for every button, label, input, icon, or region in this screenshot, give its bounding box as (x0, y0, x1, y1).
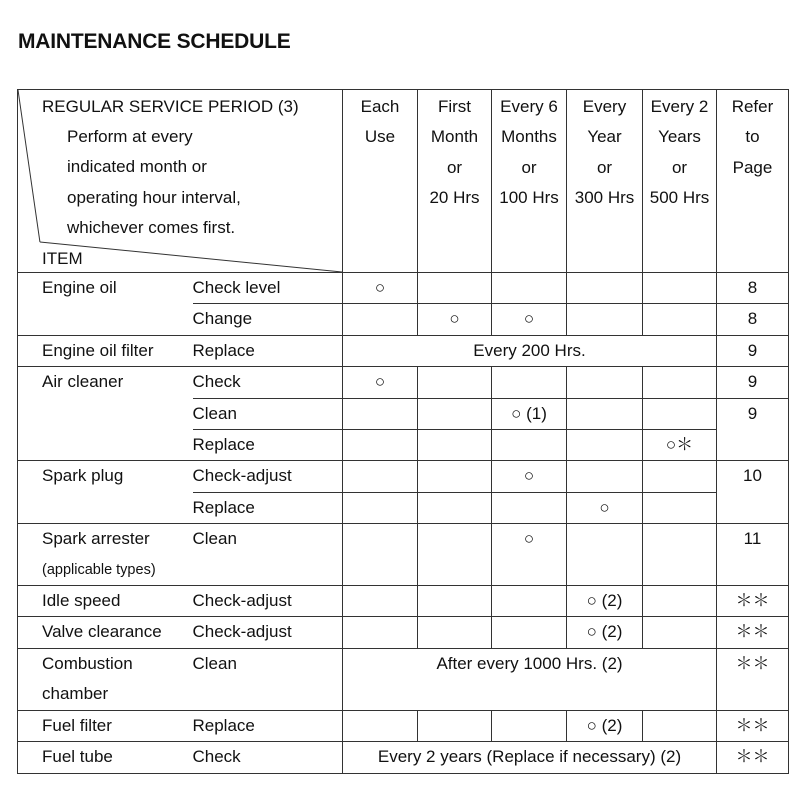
table-row (18, 586, 789, 617)
page-cell: 8 (717, 304, 789, 335)
col-every-year: Every Year or 300 Hrs (567, 90, 643, 273)
action-cell: Replace (193, 430, 343, 461)
col-each-use: Each Use (343, 90, 418, 273)
action-cell: Check level (193, 273, 343, 304)
item-label: ITEM (42, 249, 83, 268)
mark-cell: ○ (492, 461, 567, 492)
period-line-4: operating hour interval, (67, 188, 241, 207)
table-row (18, 461, 789, 492)
table-row (18, 335, 789, 366)
col-refer-page: Refer to Page (717, 90, 789, 273)
table-row (18, 648, 789, 710)
item-fuel-filter: Fuel filter (18, 710, 193, 741)
table-row (18, 273, 789, 304)
action-cell: Clean (193, 524, 343, 586)
action-cell: Clean (193, 648, 343, 710)
mark-cell: ○ (343, 367, 418, 398)
action-cell: Replace (193, 492, 343, 523)
action-cell: Check-adjust (193, 586, 343, 617)
item-spark-plug: Spark plug (18, 461, 193, 524)
period-line-1: REGULAR SERVICE PERIOD (3) (42, 97, 299, 116)
action-cell: Check-adjust (193, 617, 343, 648)
mark-cell: ○＊ (643, 430, 717, 461)
mark-cell: ○ (492, 524, 567, 586)
item-air-cleaner: Air cleaner (18, 367, 193, 461)
item-idle-speed: Idle speed (18, 586, 193, 617)
page-cell: ＊＊ (717, 710, 789, 741)
page-cell: ＊＊ (717, 742, 789, 773)
col-every-2-years: Every 2 Years or 500 Hrs (643, 90, 717, 273)
page-cell: 11 (717, 524, 789, 586)
span-note: After every 1000 Hrs. (2) (343, 648, 717, 710)
mark-cell: ○ (2) (567, 586, 643, 617)
maintenance-table (17, 89, 789, 774)
page-cell: ＊＊ (717, 617, 789, 648)
item-combustion-chamber: Combustion chamber (18, 648, 193, 710)
action-cell: Check (193, 367, 343, 398)
item-fuel-tube: Fuel tube (18, 742, 193, 773)
page-cell: 9 (717, 398, 789, 429)
table-row (18, 710, 789, 741)
table-row (18, 617, 789, 648)
col-every-6-months: Every 6 Months or 100 Hrs (492, 90, 567, 273)
page-cell: 9 (717, 335, 789, 366)
mark-cell: ○ (492, 304, 567, 335)
item-valve-clearance: Valve clearance (18, 617, 193, 648)
action-cell: Check-adjust (193, 461, 343, 492)
period-header-cell (18, 90, 343, 273)
page-cell: ＊＊ (717, 586, 789, 617)
page-title: MAINTENANCE SCHEDULE (18, 30, 291, 53)
mark-cell: ○ (2) (567, 617, 643, 648)
header-row (18, 90, 789, 273)
action-cell: Replace (193, 335, 343, 366)
page-cell: 8 (717, 273, 789, 304)
page-cell: ＊＊ (717, 648, 789, 710)
period-line-3: indicated month or (67, 157, 207, 176)
table-row (18, 524, 789, 586)
mark-cell: ○ (567, 492, 643, 523)
col-first-month: First Month or 20 Hrs (418, 90, 492, 273)
item-spark-arrester: Spark arrester (applicable types) (18, 524, 193, 586)
action-cell: Change (193, 304, 343, 335)
action-cell: Clean (193, 398, 343, 429)
mark-cell: ○ (2) (567, 710, 643, 741)
item-engine-oil-filter: Engine oil filter (18, 335, 193, 366)
action-cell: Replace (193, 710, 343, 741)
mark-cell: ○ (1) (492, 398, 567, 429)
period-line-2: Perform at every (67, 127, 193, 146)
action-cell: Check (193, 742, 343, 773)
table-row (18, 367, 789, 398)
period-line-5: whichever comes first. (67, 218, 236, 237)
mark-cell: ○ (418, 304, 492, 335)
page-cell: 9 (717, 367, 789, 398)
span-note: Every 2 years (Replace if necessary) (2) (343, 742, 717, 773)
page-cell: 10 (717, 461, 789, 524)
span-note: Every 200 Hrs. (343, 335, 717, 366)
table-row (18, 742, 789, 773)
item-engine-oil: Engine oil (18, 273, 193, 336)
mark-cell: ○ (343, 273, 418, 304)
